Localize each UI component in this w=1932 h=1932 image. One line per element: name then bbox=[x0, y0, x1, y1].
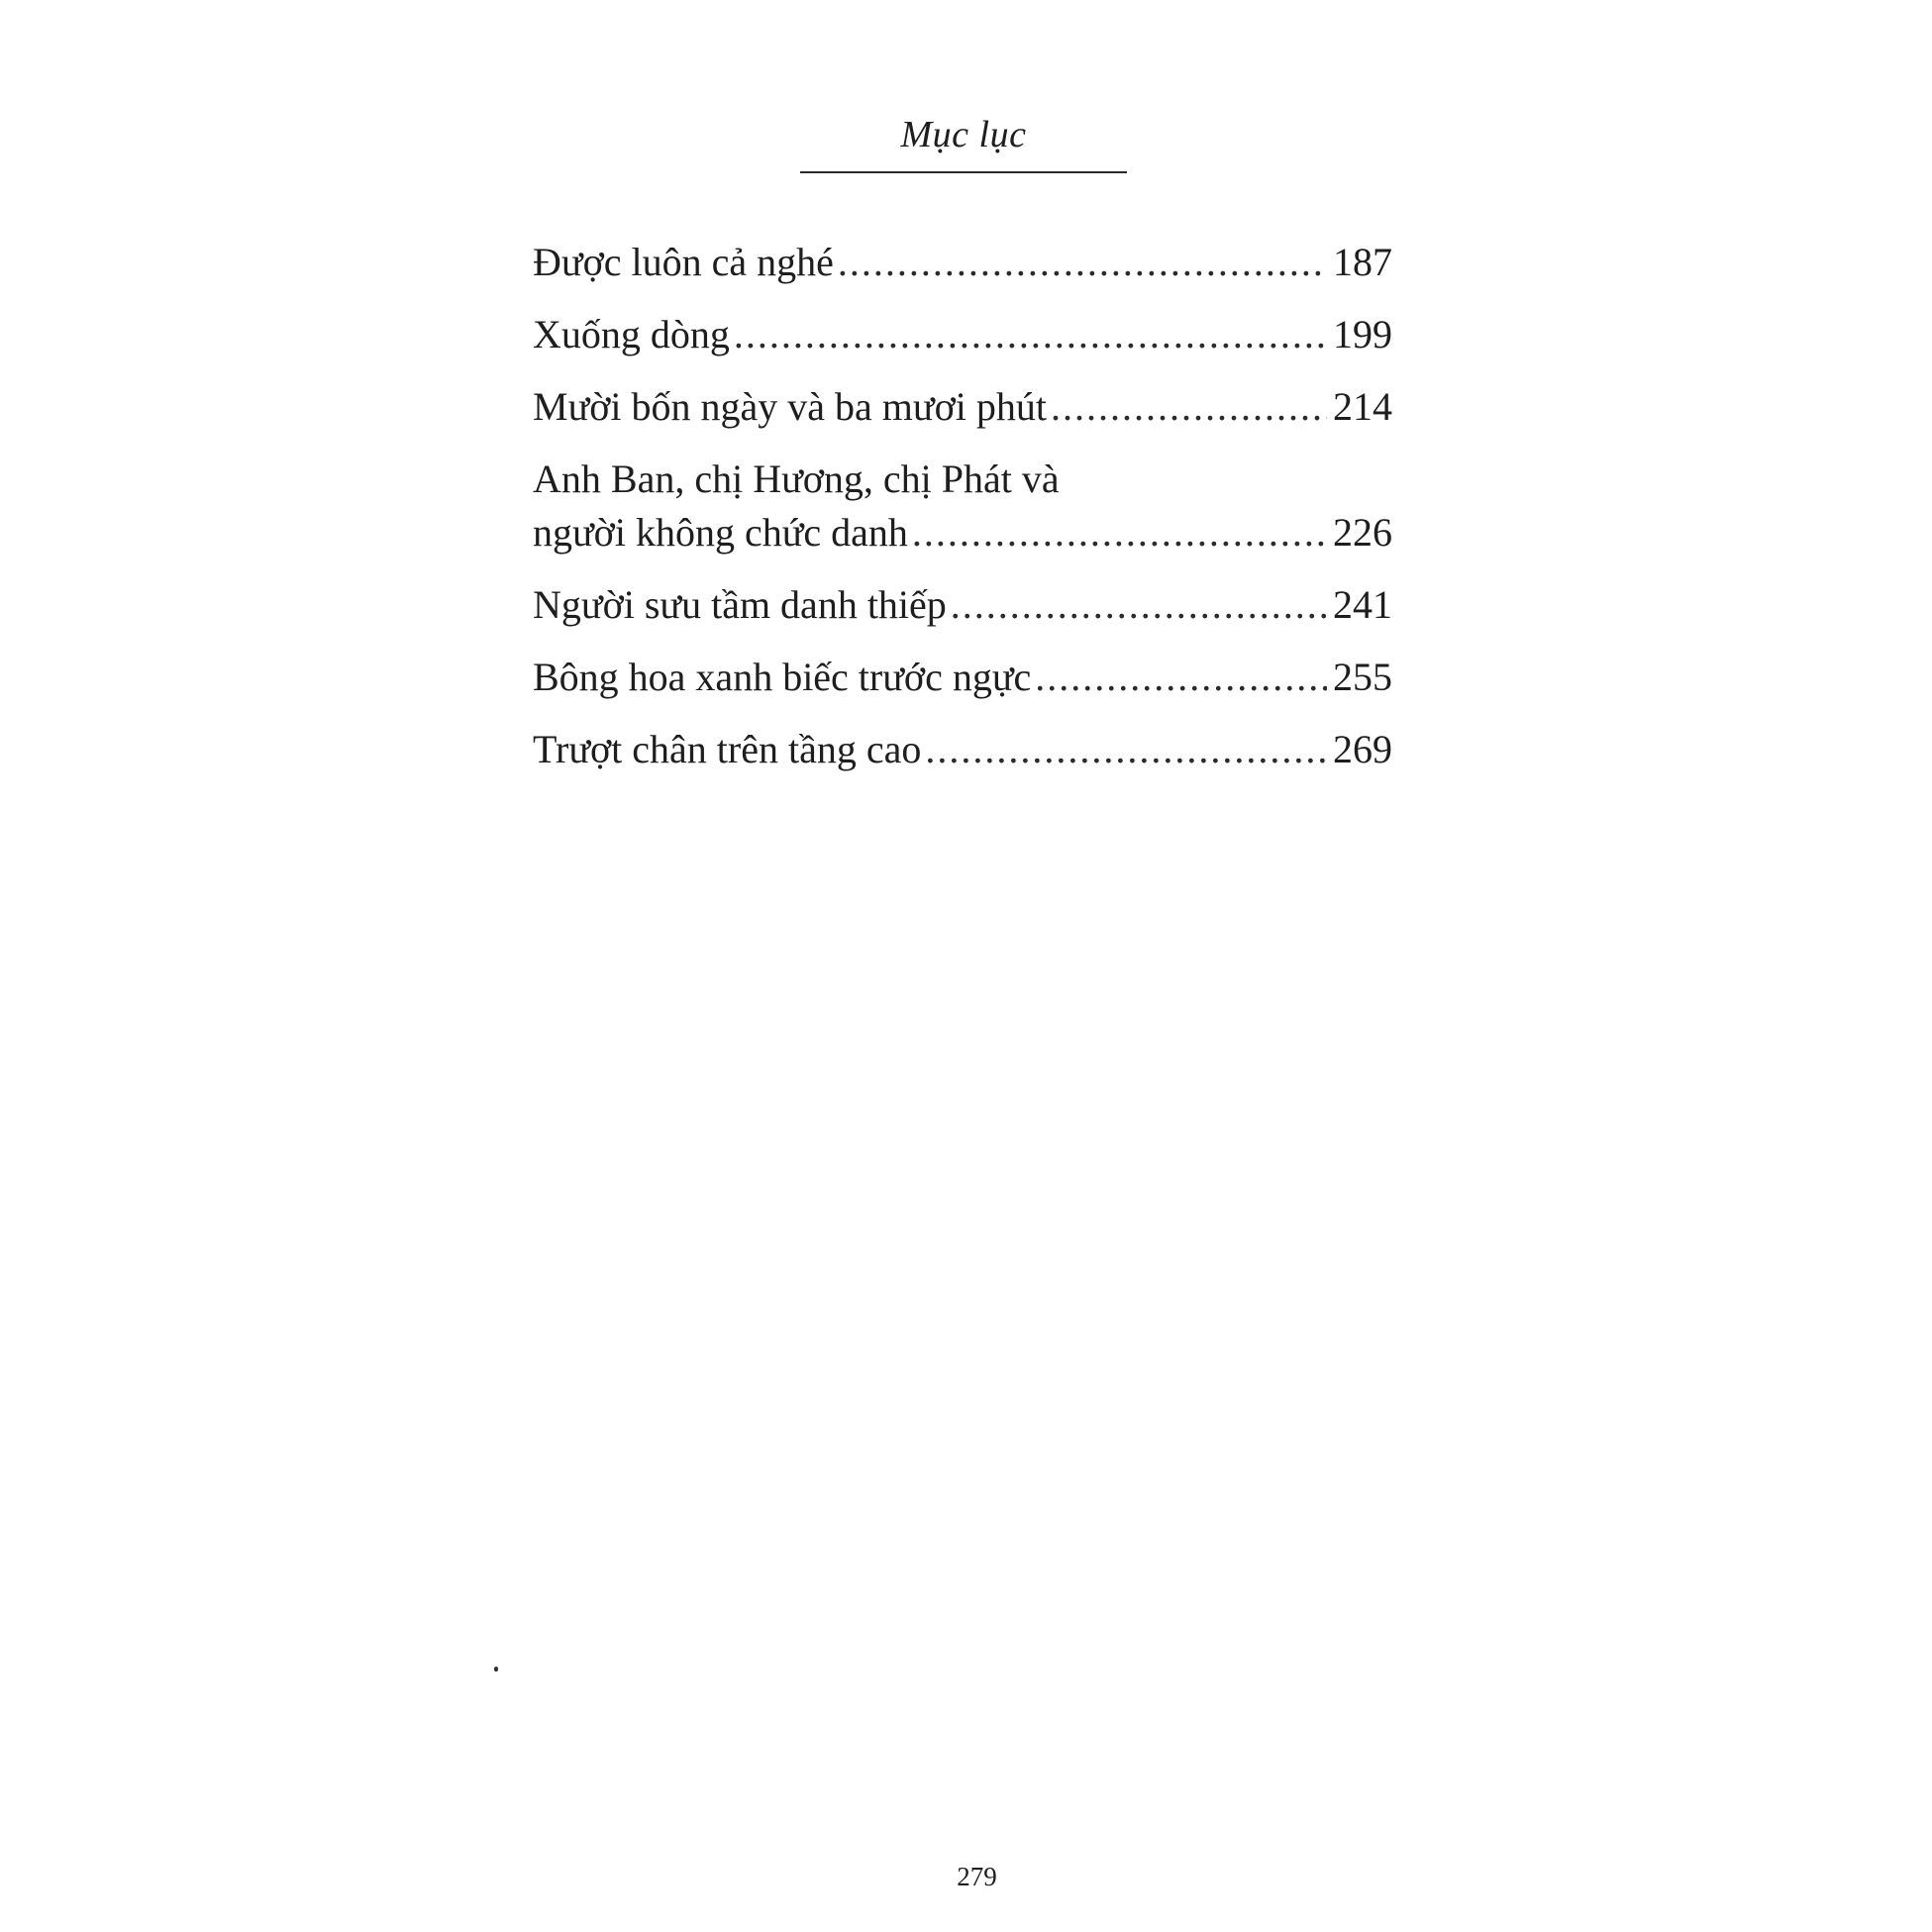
toc-line bbox=[533, 723, 1392, 776]
toc-entry-title: Xuống dòng bbox=[533, 312, 730, 356]
dot-leader bbox=[925, 723, 1327, 776]
toc-line bbox=[533, 651, 1392, 704]
toc-line bbox=[533, 506, 1392, 559]
dot-leader bbox=[912, 506, 1327, 559]
toc-entry-title-line1: Anh Ban, chị Hương, chị Phát và bbox=[533, 457, 1060, 501]
toc-entry[interactable] bbox=[533, 578, 1392, 632]
dot-leader bbox=[951, 578, 1327, 632]
toc-entry-page: 226 bbox=[1333, 510, 1392, 555]
toc-line bbox=[533, 380, 1392, 434]
toc-entry-title: Trượt chân trên tầng cao bbox=[533, 727, 922, 771]
toc-line bbox=[533, 308, 1392, 361]
toc-entry-page: 214 bbox=[1333, 384, 1392, 429]
dot-leader bbox=[838, 236, 1327, 289]
toc-entry-page: 269 bbox=[1333, 727, 1392, 771]
toc-entry[interactable] bbox=[533, 236, 1392, 289]
toc-line bbox=[533, 578, 1392, 632]
toc-entry-page: 241 bbox=[1333, 582, 1392, 627]
toc-entry-page: 187 bbox=[1333, 240, 1392, 284]
toc-entry-title: Mười bốn ngày và ba mươi phút bbox=[533, 384, 1047, 429]
toc-line bbox=[533, 236, 1392, 289]
toc-entry[interactable] bbox=[533, 453, 1392, 559]
toc-entry-title: Được luôn cả nghé bbox=[533, 240, 834, 284]
toc-entry[interactable] bbox=[533, 308, 1392, 361]
toc-entry-title: Bông hoa xanh biếc trước ngực bbox=[533, 655, 1032, 699]
running-header bbox=[800, 109, 1127, 173]
toc-entry-page: 255 bbox=[1333, 655, 1392, 699]
table-of-contents bbox=[533, 236, 1392, 795]
toc-entry[interactable] bbox=[533, 723, 1392, 776]
scan-speck bbox=[494, 1667, 498, 1672]
dot-leader bbox=[1035, 651, 1327, 704]
toc-entry-page: 199 bbox=[1333, 312, 1392, 356]
dot-leader bbox=[1051, 380, 1327, 434]
header-rule bbox=[800, 171, 1127, 173]
dot-leader bbox=[734, 308, 1327, 361]
toc-entry-title: người không chức danh bbox=[533, 510, 908, 555]
toc-entry-title: Người sưu tầm danh thiếp bbox=[533, 582, 947, 627]
toc-entry[interactable] bbox=[533, 380, 1392, 434]
page-title: Mục lục bbox=[900, 114, 1027, 155]
page-number: 279 bbox=[957, 1862, 997, 1891]
toc-entry[interactable] bbox=[533, 651, 1392, 704]
